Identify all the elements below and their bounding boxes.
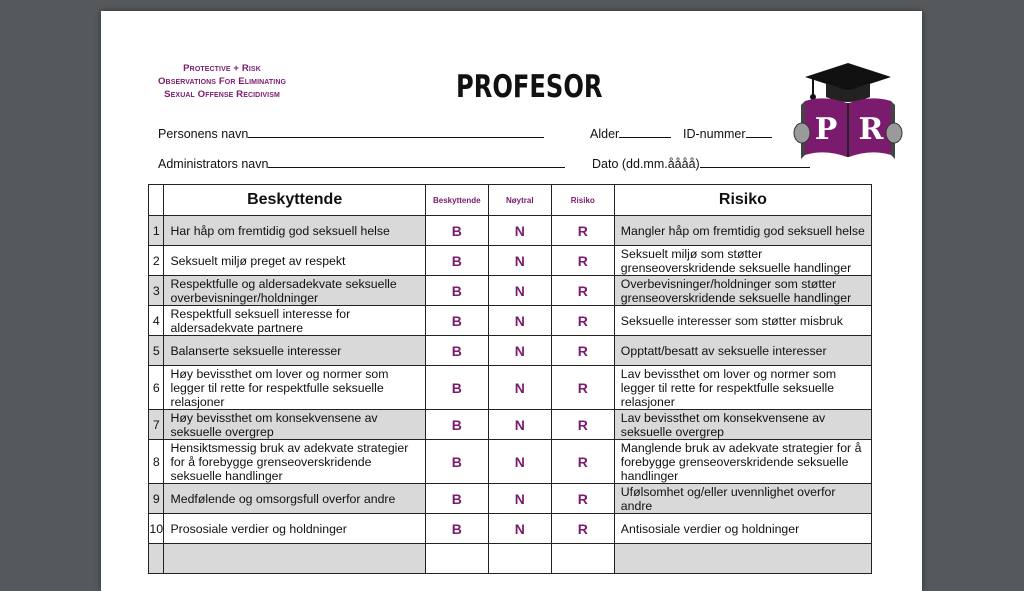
person-name-label: Personens navn (158, 127, 249, 141)
mark-cell (551, 544, 614, 574)
risk-text: Ufølsomhet og/eller uvennlighet overfor andre (614, 484, 871, 514)
risk-text (614, 544, 871, 574)
header-protective: Beskyttende (164, 185, 425, 216)
mark-b[interactable]: B (425, 216, 488, 246)
date-line[interactable] (700, 155, 810, 168)
mark-n[interactable]: N (488, 410, 551, 440)
mark-n[interactable]: N (488, 216, 551, 246)
row-number: 2 (149, 246, 164, 276)
admin-name-label: Administrators navn (158, 157, 269, 171)
mark-b[interactable]: B (425, 276, 488, 306)
table-row (149, 276, 872, 306)
risk-text: Seksuelle interesser som støtter misbruk (614, 306, 871, 336)
admin-name-field[interactable] (158, 155, 565, 171)
brand-line-2: Observations For Eliminating (158, 76, 287, 87)
mark-b[interactable]: B (425, 440, 488, 484)
risk-text: Antisosiale verdier og holdninger (614, 514, 871, 544)
mark-n[interactable]: N (488, 514, 551, 544)
protective-text: Seksuelt miljø preget av respekt (164, 246, 425, 276)
table-row (149, 484, 872, 514)
header-col-b: Beskyttende (425, 185, 488, 216)
table-row (149, 246, 872, 276)
admin-name-line[interactable] (268, 155, 565, 168)
protective-text: Hensiktsmessig bruk av adekvate strategier for å forebygge grenseoverskridende seksuelle handlinger (164, 440, 425, 484)
row-number: 5 (149, 336, 164, 366)
row-number: 4 (149, 306, 164, 336)
assessment-table (148, 184, 872, 574)
mark-b[interactable]: B (425, 410, 488, 440)
protective-text: Har håp om fremtidig god seksuell helse (164, 216, 425, 246)
mark-n[interactable]: N (488, 440, 551, 484)
risk-text: Mangler håp om fremtidig god seksuell helse (614, 216, 871, 246)
table-row (149, 514, 872, 544)
mark-n[interactable]: N (488, 306, 551, 336)
row-number: 6 (149, 366, 164, 410)
protective-text: Høy bevissthet om lover og normer som legger til rette for respektfulle seksuelle relasjoner (164, 366, 425, 410)
mark-n[interactable]: N (488, 484, 551, 514)
mark-n[interactable]: N (488, 366, 551, 410)
header-number (149, 185, 164, 216)
table-row (149, 544, 872, 574)
header-col-n: Nøytral (488, 185, 551, 216)
mark-r[interactable]: R (551, 216, 614, 246)
table-header-row (149, 185, 872, 216)
id-number-line[interactable] (746, 125, 772, 138)
row-number: 10 (149, 514, 164, 544)
document-page (101, 11, 922, 591)
row-number: 3 (149, 276, 164, 306)
id-number-field[interactable] (683, 125, 772, 141)
mark-b[interactable]: B (425, 366, 488, 410)
mark-r[interactable]: R (551, 306, 614, 336)
document-title: PROFESOR (456, 69, 603, 105)
mark-r[interactable]: R (551, 514, 614, 544)
risk-text: Overbevisninger/holdninger som støtter grenseoverskridende seksuelle handlinger (614, 276, 871, 306)
id-number-label: ID-nummer (683, 127, 746, 141)
mark-r[interactable]: R (551, 410, 614, 440)
mark-n[interactable]: N (488, 276, 551, 306)
protective-text: Balanserte seksuelle interesser (164, 336, 425, 366)
mark-r[interactable]: R (551, 276, 614, 306)
row-number: 8 (149, 440, 164, 484)
mark-b[interactable]: B (425, 306, 488, 336)
protective-text: Prososiale verdier og holdninger (164, 514, 425, 544)
header-col-r: Risiko (551, 185, 614, 216)
mark-r[interactable]: R (551, 440, 614, 484)
date-field[interactable] (592, 155, 810, 171)
brand-line-1: Protective + Risk (183, 63, 261, 74)
protective-text: Medfølende og omsorgsfull overfor andre (164, 484, 425, 514)
mark-r[interactable]: R (551, 336, 614, 366)
person-name-line[interactable] (248, 125, 544, 138)
person-name-field[interactable] (158, 125, 544, 141)
table-row (149, 410, 872, 440)
mark-r[interactable]: R (551, 366, 614, 410)
risk-text: Lav bevissthet om konsekvensene av seksuelle overgrep (614, 410, 871, 440)
mark-b[interactable]: B (425, 246, 488, 276)
mark-b[interactable]: B (425, 336, 488, 366)
mark-cell (425, 544, 488, 574)
brand-text (158, 62, 286, 101)
header-risk: Risiko (614, 185, 871, 216)
mark-b[interactable]: B (425, 484, 488, 514)
svg-text:P: P (814, 112, 838, 147)
table-row (149, 336, 872, 366)
age-label: Alder (590, 127, 620, 141)
protective-text (164, 544, 425, 574)
mark-n[interactable]: N (488, 336, 551, 366)
table-row (149, 440, 872, 484)
svg-text:R: R (858, 112, 884, 147)
protective-text: Respektfulle og aldersadekvate seksuelle overbevisninger/holdninger (164, 276, 425, 306)
risk-text: Lav bevissthet om lover og normer som legger til rette for respektfulle seksuelle relasjoner (614, 366, 871, 410)
table-row (149, 366, 872, 410)
profesor-logo-icon (793, 61, 903, 161)
brand-line-3: Sexual Offense Recidivism (164, 89, 280, 100)
mark-r[interactable]: R (551, 484, 614, 514)
risk-text: Manglende bruk av adekvate strategier for å forebygge grenseoverskridende seksuelle handlinger (614, 440, 871, 484)
table-row (149, 216, 872, 246)
mark-r[interactable]: R (551, 246, 614, 276)
age-field[interactable] (590, 125, 671, 141)
mark-b[interactable]: B (425, 514, 488, 544)
row-number: 9 (149, 484, 164, 514)
risk-text: Opptatt/besatt av seksuelle interesser (614, 336, 871, 366)
mark-n[interactable]: N (488, 246, 551, 276)
mark-cell (488, 544, 551, 574)
risk-text: Seksuelt miljø som støtter grenseoverskridende seksuelle handlinger (614, 246, 871, 276)
table-row (149, 306, 872, 336)
row-number: 1 (149, 216, 164, 246)
protective-text: Høy bevissthet om konsekvensene av seksuelle overgrep (164, 410, 425, 440)
protective-text: Respektfull seksuell interesse for aldersadekvate partnere (164, 306, 425, 336)
row-number (149, 544, 164, 574)
row-number: 7 (149, 410, 164, 440)
age-line[interactable] (619, 125, 671, 138)
date-label: Dato (dd.mm.åååå) (592, 157, 700, 171)
